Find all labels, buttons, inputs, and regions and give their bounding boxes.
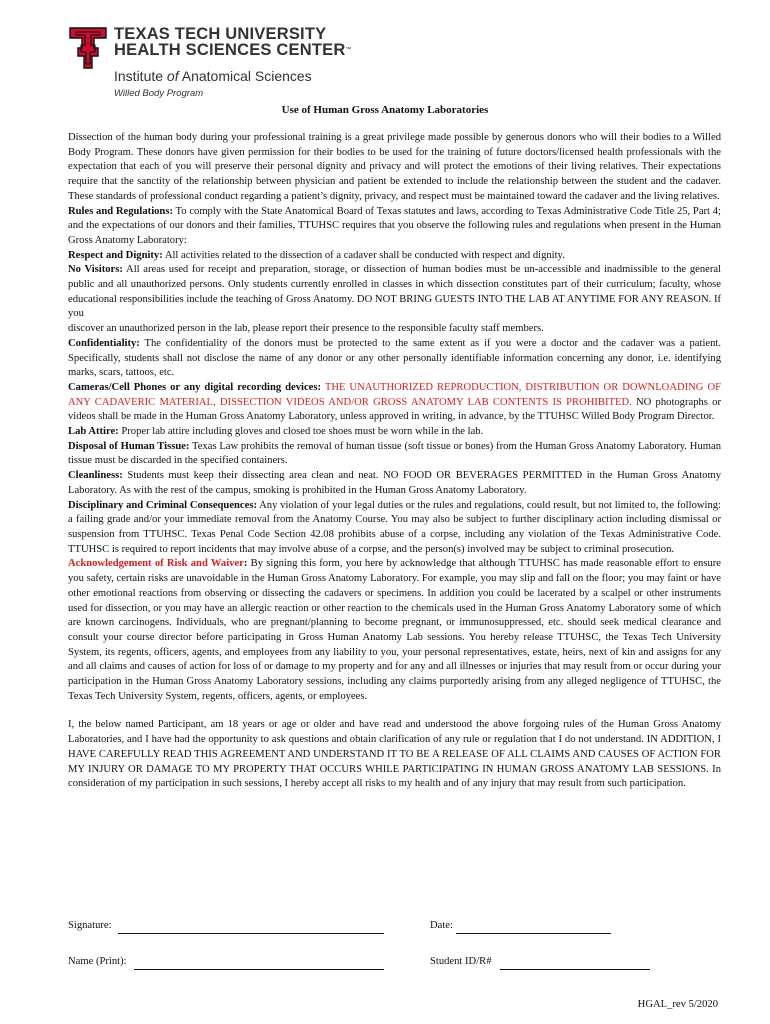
rules-paragraph	[68, 205, 721, 249]
cameras-text: NO photographs or videos shall be made in the Human Gross Anatomy Laboratory, unless approved in writing, in advance, by the TTUHSC Willed Body Program Director.	[68, 396, 721, 423]
disposal-heading: Disposal of Human Tissue:	[68, 440, 190, 452]
institute-of: of	[166, 68, 179, 84]
disciplinary-text: Any violation of your legal duties or the rules and regulations, could result, but not limited to, the following: a failing grade and/or your immediate removal from the Anatomy Course. You may also be subject to further disciplinary action including dismissal or suspension from TTUHSC. Texas Penal Code Section 42.08 prohibits abuse of a corpse, including any violation of the Texas Administrative Code. TTUHSC is required to report incidents that may involve abuse of a corpse, and the person(s) involved may be subject to criminal prosecution.	[68, 499, 721, 555]
trademark: ™	[345, 47, 352, 53]
cameras-warning: THE UNAUTHORIZED REPRODUCTION, DISTRIBUTION OR DOWNLOADING OF ANY CADAVERIC MATERIAL, DISSECTION VIDEOS AND/OR GROSS ANATOMY LAB CONTENTS IS PROHIBITED.	[68, 381, 721, 408]
university-line-2-text: HEALTH SCIENCES CENTER	[114, 41, 346, 59]
cameras-paragraph	[68, 381, 721, 425]
institute-suffix: Anatomical Sciences	[178, 68, 312, 84]
date-field[interactable]	[456, 933, 611, 934]
confidentiality-text: The confidentiality of the donors must be protected to the same extent as if you were a doctor and the cadaver was a patient. Specifically, students shall not disclose the name of any donor or any other personally identifiable information concerning any donor, i.e. identifying marks, scars, tattoos, etc.	[68, 337, 721, 379]
attire-heading: Lab Attire:	[68, 426, 119, 438]
program-name: Willed Body Program	[114, 88, 204, 99]
letterhead	[68, 24, 468, 104]
disciplinary-heading: Disciplinary and Criminal Consequences:	[68, 499, 257, 511]
risk-colon: :	[243, 558, 248, 570]
visitors-paragraph-2: discover an unauthorized person in the lab, please report their presence to the responsible faculty staff members.	[68, 323, 544, 335]
document-title: Use of Human Gross Anatomy Laboratories	[281, 104, 489, 116]
rules-text: To comply with the State Anatomical Board of Texas statutes and laws, according to Texas Administrative Code Title 25, Part 4; and the expectations of our donors and their families, TTUHSC requires that you observe the following rules and regulations when present in the Human Gross Anatomy Laboratory:	[68, 205, 721, 246]
risk-paragraph	[68, 557, 721, 704]
cleanliness-paragraph	[68, 469, 721, 498]
disposal-paragraph	[68, 440, 721, 469]
name-field[interactable]	[134, 969, 384, 970]
cleanliness-heading: Cleanliness:	[68, 470, 123, 482]
signature-label: Signature:	[68, 920, 112, 931]
signature-row	[68, 920, 721, 936]
attire-text: Proper lab attire including gloves and closed toe shoes must be worn while in the lab.	[118, 426, 484, 438]
double-t-logo-icon	[68, 26, 108, 70]
revision-label: HGAL_rev 5/2020	[637, 999, 718, 1010]
name-label: Name (Print):	[68, 956, 127, 967]
confidentiality-paragraph	[68, 337, 721, 381]
document-body	[68, 131, 721, 792]
agreement-paragraph: I, the below named Participant, am 18 years or age or older and have read and understood the above forgoing rules of the Human Gross Anatomy Laboratories, and I have had the opportunity to ask questions and obtain clarification of any rule or regulation that I do not understand. IN ADDITION, I HAVE CAREFULLY READ THIS AGREEMENT AND UNDERSTAND IT TO BE A RELEASE OF ALL CLAIMS AND CAUSES OF ACTION FOR MY INJURY OR DAMAGE TO MY PROPERTY THAT OCCURS WHILE PARTICIPATING IN HUMAN GROSS ANATOMY LAB SESSIONS. In consideration of my participation in such sessions, I hereby accept all risks to my health and of any injury that may result from such participation.	[68, 719, 721, 790]
respect-text: All activities related to the dissection of a cadaver shall be conducted with respect and dignity.	[162, 249, 565, 261]
university-line-2	[114, 42, 352, 58]
intro-paragraph: Dissection of the human body during your professional training is a great privilege made possible by generous donors who will their bodies to a Willed Body Program. These donors have given permission for their bodies to be used for the training of future doctors/licensed health professionals with the expectation that each of you will preserve their personal dignity and privacy and will protect the emotions of their living relatives. Their expectations require that the sanctity of the relationship between physician and patient be extended to include the relationship between the student and the cadaver. These standards of professional conduct regarding a patient’s dignity, privacy, and respect must be maintained toward the cadaver and the living relatives.	[68, 132, 721, 202]
visitors-paragraph	[68, 263, 721, 322]
student-id-label: Student ID/R#	[430, 956, 492, 967]
visitors-heading: No Visitors:	[68, 264, 123, 276]
respect-heading: Respect and Dignity:	[68, 249, 163, 261]
institute-name	[114, 68, 312, 84]
university-name	[114, 26, 352, 58]
disposal-text: Texas Law prohibits the removal of human tissue (soft tissue or bones) from the Human Gross Anatomy Laboratory. Human tissue must be discarded in the specified containers.	[68, 440, 721, 467]
university-line-1: TEXAS TECH UNIVERSITY	[114, 25, 327, 43]
visitors-text: All areas used for receipt and preparation, storage, or dissection of human bodies must be un-accessible and inadmissible to the general public and all unauthorized persons. Only students currently enrolled in classes in which dissection constitutes part of their curriculum; faculty, whose educational responsibilities include the teaching of Gross Anatomy. DO NOT BRING GUESTS INTO THE LAB AT ANYTIME FOR ANY REASON. If you	[68, 264, 721, 320]
disciplinary-paragraph	[68, 499, 721, 558]
cameras-heading: Cameras/Cell Phones or any digital recording devices:	[68, 381, 322, 393]
respect-paragraph	[68, 249, 721, 264]
student-id-field[interactable]	[500, 969, 650, 970]
institute-prefix: Institute	[114, 68, 167, 84]
confidentiality-heading: Confidentiality:	[68, 337, 140, 349]
risk-text: By signing this form, you here by acknowledge that although TTUHSC has made reasonable effort to ensure you safety, certain risks are unavoidable in the Human Gross Anatomy Laboratory. For example, you may slip and fall on the floor; you may faint or have other emotional reactions from observing or dissecting the cadavers or specimens. In addition you could be lacerated by a scalpel or other instruments used for dissection, or you may have an allergic reaction or other reaction to the chemicals used in the Human Gross Anatomy Laboratory some of which are known carcinogens. Individuals, who are pregnant/planning to become pregnant, or immunosuppressed, etc. should seek medical clearance and consult your course director before participating in Gross Human Anatomy Lab sessions. You hereby release TTUHSC, the Texas Tech University System, its regents, officers, agents, and employees from any liability to you, your personal representatives, estate, heirs, next of kin and assigns for any and all claims and causes of action for loss of or damage to my property and for any and all illnesses or injuries that may result from or occur during your participation in the Human Gross Anatomy Laboratory sessions, including any claims purportedly arising from any alleged negligence of TTUHSC, the Texas Tech University System, regents, officers, agents, or employees.	[68, 558, 721, 702]
risk-heading: Acknowledgement of Risk and Waiver	[68, 558, 244, 570]
spacer	[68, 704, 721, 718]
signature-field[interactable]	[118, 933, 384, 934]
rules-heading: Rules and Regulations:	[68, 205, 173, 217]
attire-paragraph	[68, 425, 721, 440]
cleanliness-text: Students must keep their dissecting area clean and neat. NO FOOD OR BEVERAGES PERMITTED in the Human Gross Anatomy Laboratory. As with the rest of the campus, smoking is prohibited in the Human Gross Anatomy Laboratory.	[68, 470, 721, 496]
name-row	[68, 956, 721, 972]
date-label: Date:	[430, 920, 453, 931]
